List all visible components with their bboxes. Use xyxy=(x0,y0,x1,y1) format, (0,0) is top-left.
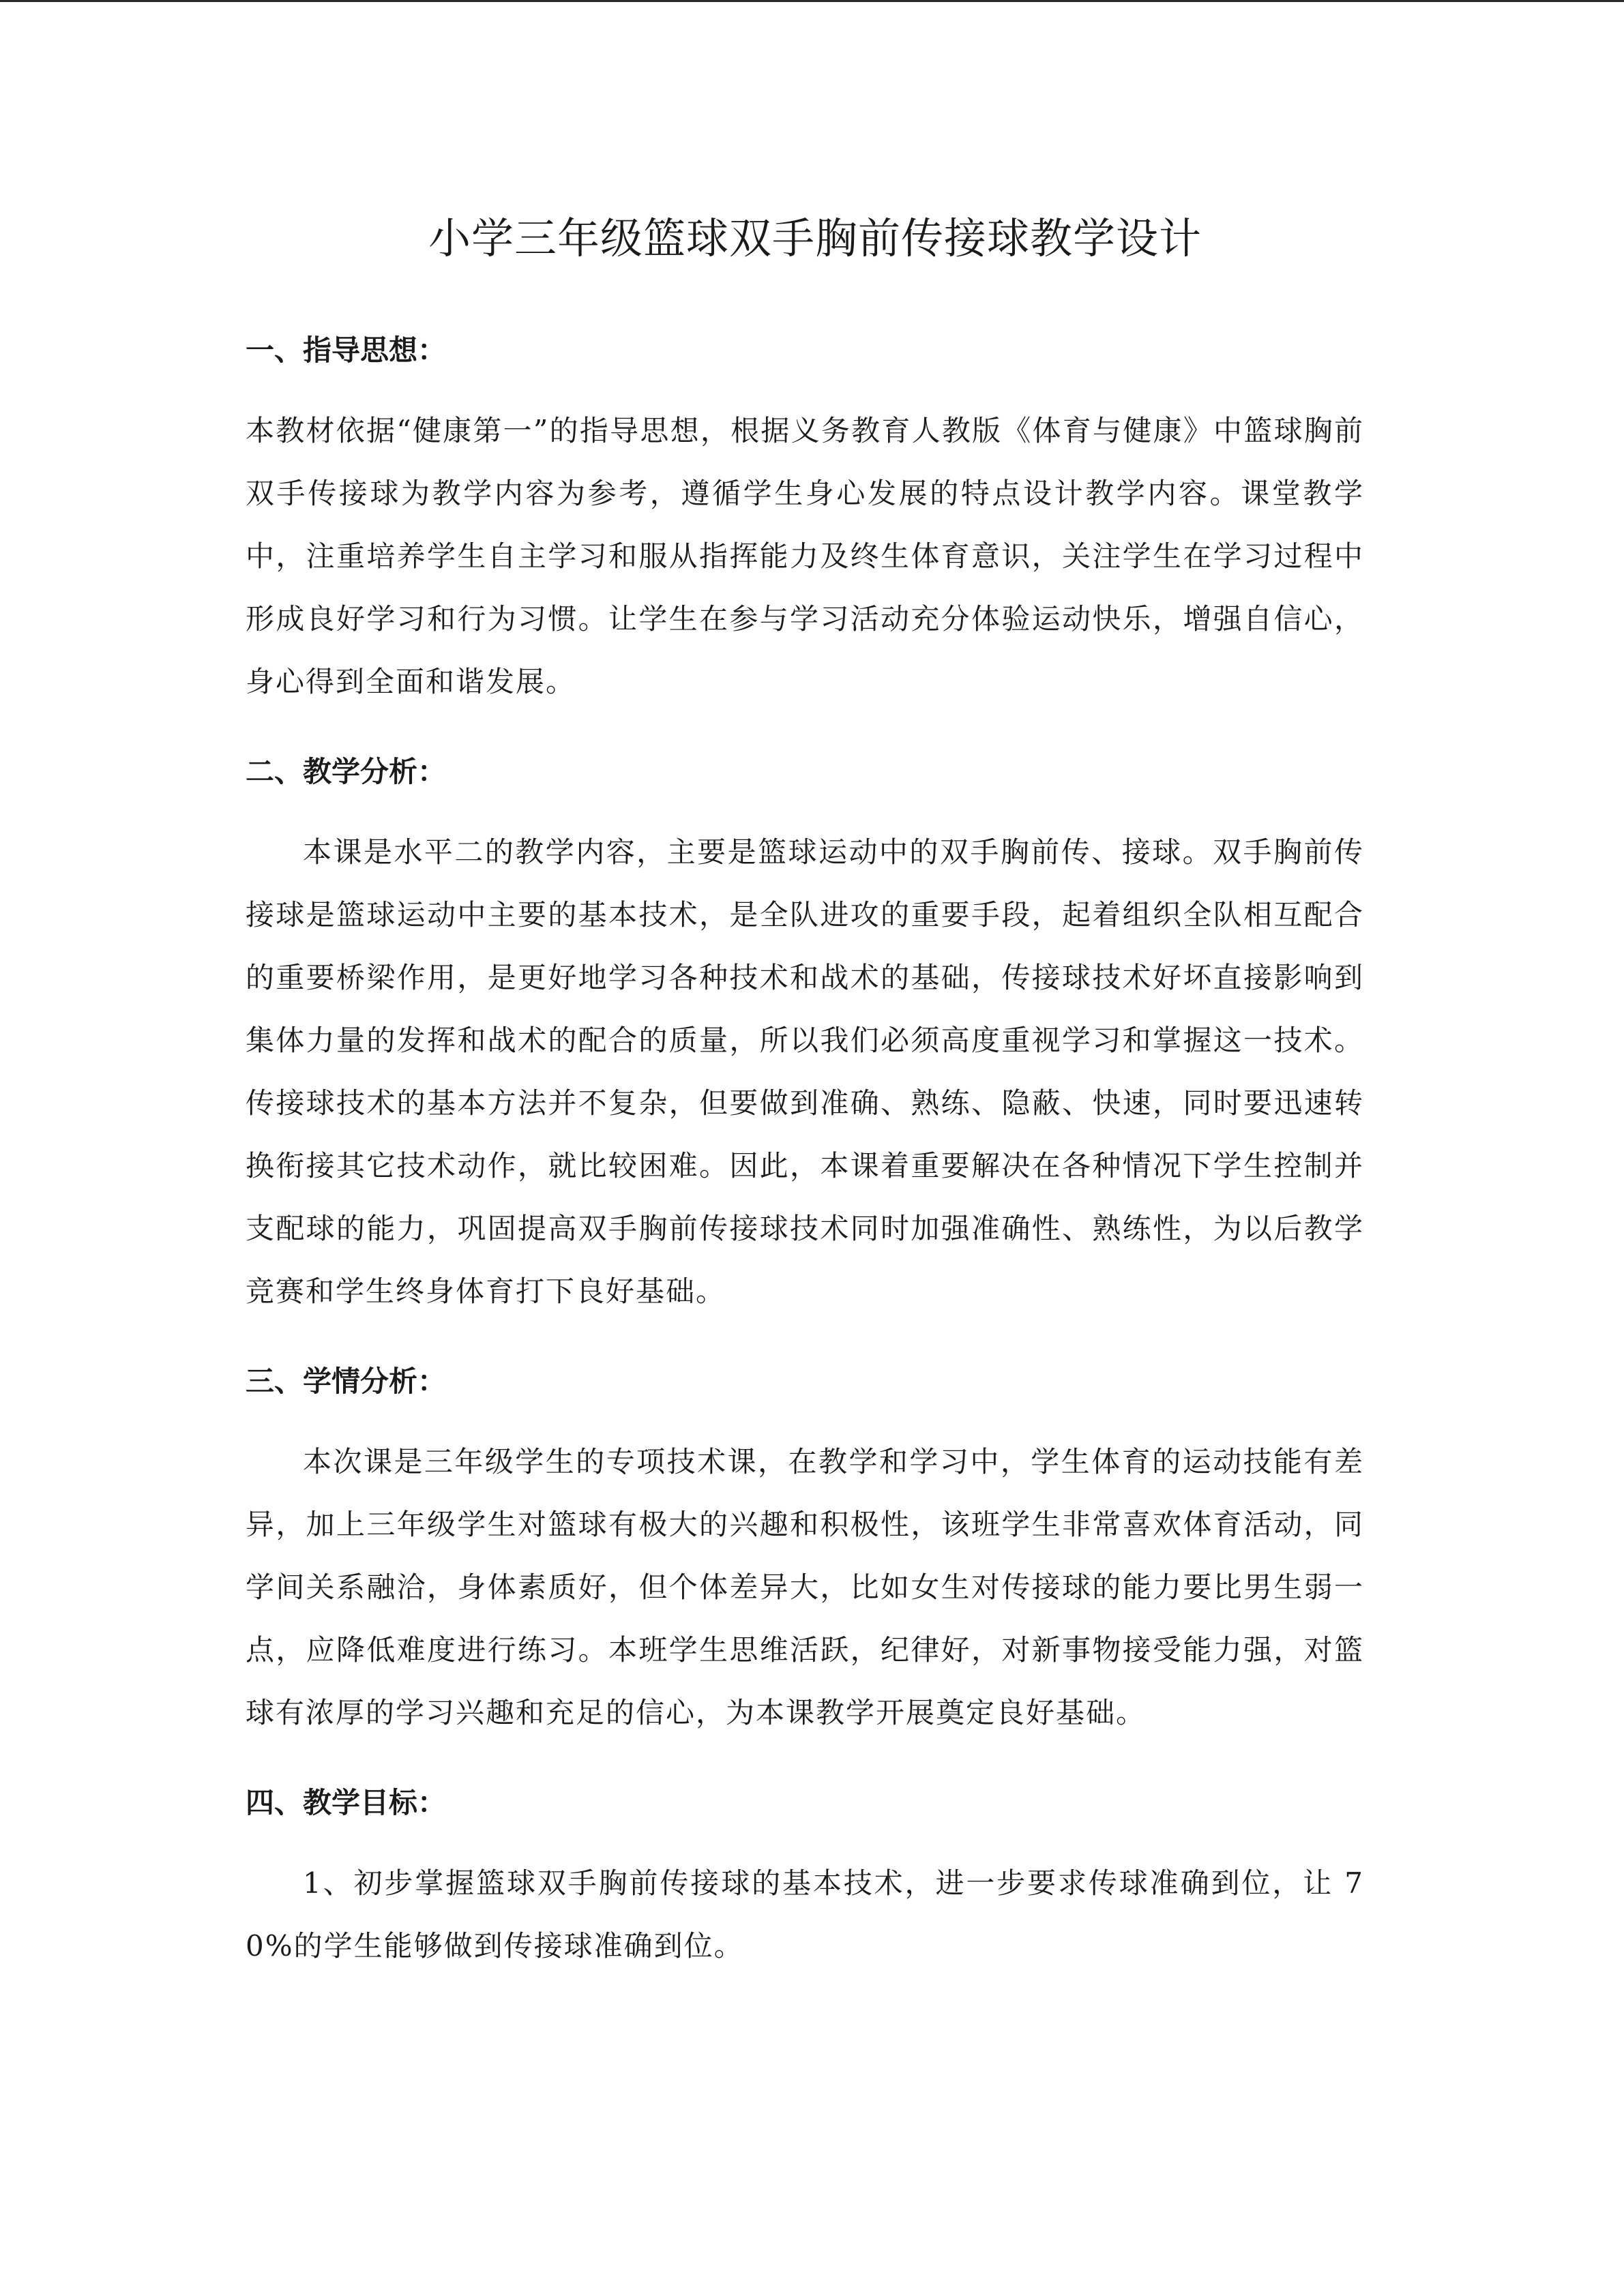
section-paragraph-teaching-analysis: 本课是水平二的教学内容，主要是篮球运动中的双手胸前传、接球。双手胸前传接球是篮球运动中主要的基本技术，是全队进攻的重要手段，起着组织全队相互配合的重要桥梁作用，是更好地学习各种技术和战术的基础，传接球技术好坏直接影响到集体力量的发挥和战术的配合的质量，所以我们必须高度重视学习和掌握这一技术。传接球技术的基本方法并不复杂，但要做到准确、熟练、隐蔽、快速，同时要迅速转换衔接其它技术动作，就比较困难。因此，本课着重要解决在各种情况下学生控制并支配球的能力，巩固提高双手胸前传接球技术同时加强准确性、熟练性，为以后教学竞赛和学生终身体育打下良好基础。 xyxy=(246,835,1364,1308)
document-title: 小学三年级篮球双手胸前传接球教学设计 xyxy=(428,213,1202,263)
section-teaching-objectives xyxy=(246,1783,1364,1978)
section-heading-teaching-objectives: 四、教学目标： xyxy=(246,1786,447,1819)
section-paragraph-teaching-objectives: 1、初步掌握篮球双手胸前传接球的基本技术，进一步要求传球准确到位，让 70%的学生能够做到传接球准确到位。 xyxy=(246,1866,1364,1963)
section-paragraph-student-analysis: 本次课是三年级学生的专项技术课，在教学和学习中，学生体育的运动技能有差异，加上三年级学生对篮球有极大的兴趣和积极性，该班学生非常喜欢体育活动，同学间关系融洽，身体素质好，但个体差异大，比如女生对传接球的能力要比男生弱一点，应降低难度进行练习。本班学生思维活跃，纪律好，对新事物接受能力强，对篮球有浓厚的学习兴趣和充足的信心，为本课教学开展奠定良好基础。 xyxy=(246,1445,1364,1729)
section-heading-teaching-analysis: 二、教学分析： xyxy=(246,755,447,788)
page-top-border xyxy=(0,0,1624,2)
document-page xyxy=(246,198,1364,1978)
section-heading-student-analysis: 三、学情分析： xyxy=(246,1365,447,1398)
section-teaching-analysis xyxy=(246,751,1364,1323)
section-student-analysis xyxy=(246,1361,1364,1744)
section-heading-guiding-ideology: 一、指导思想： xyxy=(246,333,447,367)
section-paragraph-guiding-ideology: 本教材依据“健康第一”的指导思想，根据义务教育人教版《体育与健康》中篮球胸前双手传接球为教学内容为参考，遵循学生身心发展的特点设计教学内容。课堂教学中，注重培养学生自主学习和服从指挥能力及终生体育意识，关注学生在学习过程中形成良好学习和行为习惯。让学生在参与学习活动充分体验运动快乐，增强自信心，身心得到全面和谐发展。 xyxy=(246,414,1364,698)
section-guiding-ideology xyxy=(246,330,1364,713)
